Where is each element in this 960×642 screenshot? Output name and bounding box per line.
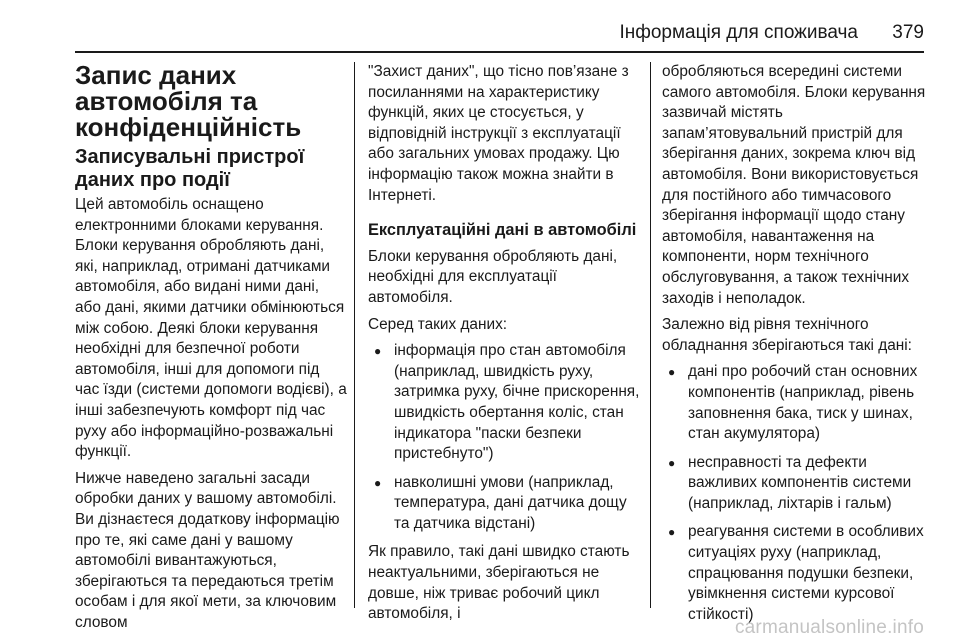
paragraph: Нижче наведено загальні засади обробки даних у вашому автомобілі. Ви дізнаєтеся додаткову інформацію про те, які саме дані у вашому автомобілі вивантажуються, зберігаються та передаються третім особам і для якої мети, за ключовим словом [75, 469, 340, 631]
paragraph: Залежно від рівня технічного обладнання зберігаються такі дані: [662, 316, 912, 354]
page-header [0, 0, 960, 50]
paragraph: Цей автомобіль оснащено електронними блоками керування. Блоки керування обробляють дані, які, наприклад, отримані датчиками автомобіля, або видані ними дані, або дані, якими датчики обмінюються між собою. Деякі блоки керування необхідні для безпечної роботи автомобіля, інші для допомоги під час їзди (системи допомоги водієві), а інші забезпечують комфорт під час руху або інформаційно-розважальні функції. [75, 196, 347, 461]
paragraph: Як правило, такі дані швидко стають неактуальними, зберігаються не довше, ніж триває робочий цикл автомобіля, і [368, 543, 630, 623]
subheading-event-data-recorders: Записувальні пристрої даних про події [75, 146, 305, 191]
page-number: 379 [892, 22, 924, 43]
bullet-list [662, 362, 930, 625]
column-1 [75, 62, 347, 639]
list-item: ● навколишні умови (наприклад, температура, дані датчика дощу та датчика відстані) [368, 473, 641, 535]
subheading-operational-data: Експлуатаційні дані в автомобілі [368, 221, 637, 240]
list-item: ● несправності та дефекти важливих компонентів системи (наприклад, ліхтарів і гальм) [662, 453, 930, 515]
header-divider [75, 51, 924, 53]
paragraph: Блоки керування обробляють дані, необхідні для експлуатації автомобіля. [368, 247, 618, 306]
page-heading: Запис даних автомобіля та конфіденційність [75, 60, 302, 142]
column-divider [650, 62, 651, 608]
column-3 [662, 62, 930, 633]
list-item: ● реагування системи в особливих ситуаціях руху (наприклад, спрацювання подушки безпеки, увімкнення системи курсової стійкості) [662, 522, 930, 625]
section-title: Інформація для споживача [619, 22, 858, 43]
paragraph: обробляються всередині системи самого автомобіля. Блоки керування зазвичай містять запам’ятовувальний пристрій для зберігання даних, зокрема ключ від автомобіля. Вони використовується для постійного або тимчасового зберігання інформації щодо стану автомобіля, навантаження на компоненти, норм технічного обслуговування, а також технічних заходів і неполадок. [662, 63, 926, 307]
column-2 [368, 62, 641, 631]
paragraph: Серед таких даних: [368, 315, 508, 333]
watermark: carmanualsonline.info [734, 617, 924, 638]
list-item: ● дані про робочий стан основних компонентів (наприклад, рівень заповнення бака, тиск у шинах, стан акумулятора) [662, 362, 930, 444]
list-item: ● інформація про стан автомобіля (наприклад, швидкість руху, затримка руху, бічне прискорення, швидкість обертання коліс, стан індикатора "паски безпеки пристебнуто") [368, 341, 641, 465]
bullet-list [368, 341, 641, 534]
column-divider [354, 62, 355, 608]
paragraph: "Захист даних", що тісно пов’язане з посиланнями на характеристику функцій, яких це стосується, у відповідній інструкції з експлуатації або загальних умовах продажу. Цю інформацію також можна знайти в Інтернеті. [368, 63, 629, 204]
